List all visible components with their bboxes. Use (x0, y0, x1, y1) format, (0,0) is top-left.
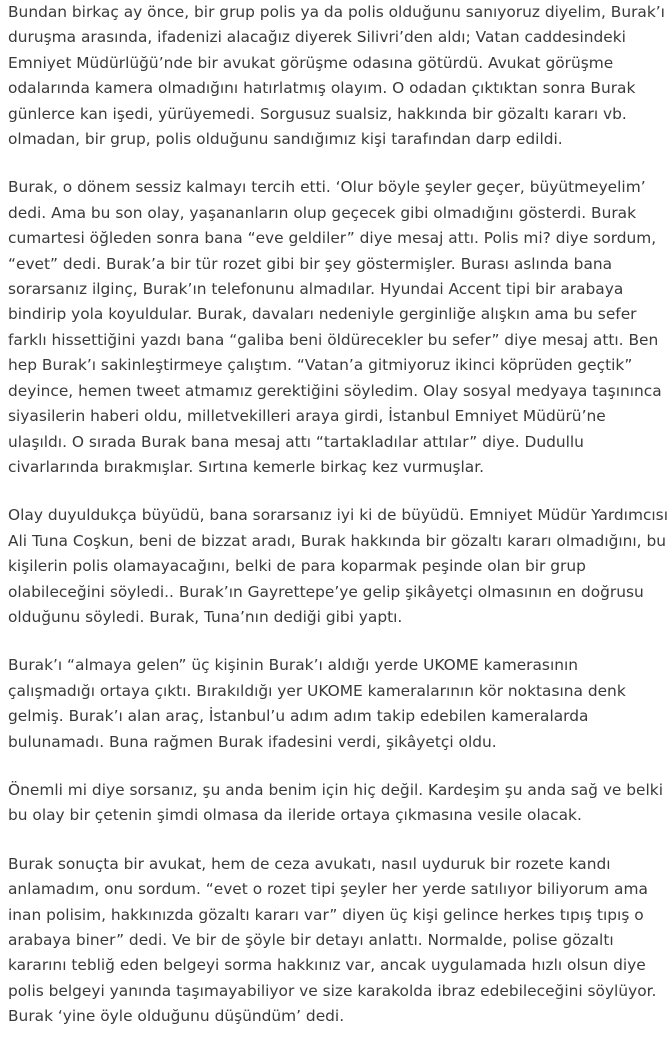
text-line: anlamadım, onu sordum. “evet o rozet tipi şeyler her yerde satılıyor biliyorum ama (8, 880, 648, 899)
text-line: kişilerin polis olamayacağını, belki de para koparmak peşinde olan bir grup (8, 557, 586, 576)
paragraph-2 (8, 175, 665, 480)
paragraph-4 (8, 653, 665, 755)
text-line: Olay duyuldukça büyüdü, bana sorarsanız iyi ki de büyüdü. Emniyet Müdür Yardımcısı (8, 506, 668, 525)
text-line: bindirip yola koyuldular. Burak, davaları nedeniyle gerginliğe alışkın ama bu sefer (8, 305, 637, 324)
text-line: duruşma arasında, ifadenizi alacağız diyerek Silivri’den aldı; Vatan caddesindeki (8, 28, 626, 47)
text-line: Bundan birkaç ay önce, bir grup polis ya da polis olduğunu sanıyoruz diyelim, Burak’ı (8, 3, 665, 21)
text-line: odalarında kamera olmadığını hatırlatmış olayım. O odadan çıktıktan sonra Burak (8, 79, 636, 98)
article-body (8, 0, 668, 1053)
text-line: hep Burak’ı sakinleştirmeye çalıştım. “Vatan’a gitmiyoruz ikinci köprüden geçtik” (8, 356, 633, 375)
text-line: sorarsanız ilginç, Burak’ın telefonunu almadılar. Hyundai Accent tipi bir arabaya (8, 280, 624, 299)
text-line: Emniyet Müdürlüğü’nde bir avukat görüşme odasına götürdü. Avukat görüşme (8, 53, 614, 72)
text-line: günlerce kan işedi, yürüyemedi. Sorgusuz sualsiz, hakkında bir gözaltı kararı vb. (8, 104, 627, 123)
text-line: Burak’ı “almaya gelen” üç kişinin Burak’ı aldığı yerde UKOME kamerasının (8, 656, 579, 675)
text-line: bu olay bir çetenin şimdi olmasa da ileride ortaya çıkmasına vesile olacak. (8, 806, 582, 825)
text-line: polis belgeyi yanında taşımayabiliyor ve size karakolda ibraz edebileceğini söylüyor. (8, 981, 657, 1000)
text-line: olduğunu söyledi. Burak, Tuna’nın dediği gibi yaptı. (8, 607, 403, 626)
text-line: inan polisim, hakkınızda gözaltı kararı var” diyen üç kişi gelince herkes tıpış tıpış o (8, 905, 644, 924)
text-line: çalışmadığı ortaya çıktı. Bırakıldığı yer UKOME kameralarının kör noktasına denk (8, 681, 626, 700)
text-line: “evet” dedi. Burak’a bir tür rozet gibi bir şey göstermişler. Burası aslında bana (8, 254, 613, 273)
text-line: deyince, hemen tweet atmamız gerektiğini söyledim. Olay sosyal medyaya taşınınca (8, 381, 662, 400)
text-line: kararını tebliğ eden belgeyi sorma hakkınız var, ancak uygulamada hızlı olsun diye (8, 956, 646, 975)
paragraph-3 (8, 503, 668, 630)
text-line: siyasilerin haberi oldu, milletvekilleri araya girdi, İstanbul Emniyet Müdürü’ne (8, 407, 606, 426)
text-line: Burak sonuçta bir avukat, hem de ceza avukatı, nasıl uyduruk bir rozete kandı (8, 854, 611, 873)
text-line: bulunamadı. Buna rağmen Burak ifadesini verdi, şikâyetçi oldu. (8, 732, 497, 751)
paragraph-1 (8, 0, 665, 152)
text-line: olabileceğini söyledi.. Burak’ın Gayrettepe’ye gelip şikâyetçi olmasının en doğrusu (8, 582, 644, 601)
text-line: Burak, o dönem sessiz kalmayı tercih etti. ‘Olur böyle şeyler geçer, büyütmeyelim’ (8, 178, 646, 197)
text-line: arabaya biner” dedi. Ve bir de şöyle bir detayı anlattı. Normalde, polise gözaltı (8, 931, 614, 949)
text-line: dedi. Ama bu son olay, yaşananların olup geçecek gibi olmadığını gösterdi. Burak (8, 203, 637, 222)
text-line: farklı hissettiğini yazdı bana “galiba beni öldürecekler bu sefer” diye mesaj attı. Ben (8, 330, 659, 349)
text-line: olmadan, bir grup, polis olduğunu sandığımız kişi tarafından darp edildi. (8, 130, 563, 149)
paragraph-5 (8, 778, 665, 829)
text-line: Ali Tuna Coşkun, beni de bizzat aradı, Burak hakkında bir gözaltı kararı olmadığını, bu (8, 531, 666, 550)
text-line: ulaşıldı. O sırada Burak bana mesaj attı “tartakladılar attılar” diye. Dudullu (8, 432, 584, 451)
text-line: gelmiş. Burak’ı alan araç, İstanbul’u adım adım takip edebilen kameralarda (8, 707, 589, 726)
text-line: cumartesi öğleden sonra bana “eve geldiler” diye mesaj attı. Polis mi? diye sordum, (8, 229, 657, 248)
text-line: civarlarında bırakmışlar. Sırtına kemerle birkaç kez vurmuşlar. (8, 457, 484, 476)
text-line: Burak ‘yine öyle olduğunu düşündüm’ dedi. (8, 1007, 345, 1026)
text-line: Önemli mi diye sorsanız, şu anda benim için hiç değil. Kardeşim şu anda sağ ve belki (8, 780, 663, 799)
paragraph-6 (8, 852, 665, 1030)
